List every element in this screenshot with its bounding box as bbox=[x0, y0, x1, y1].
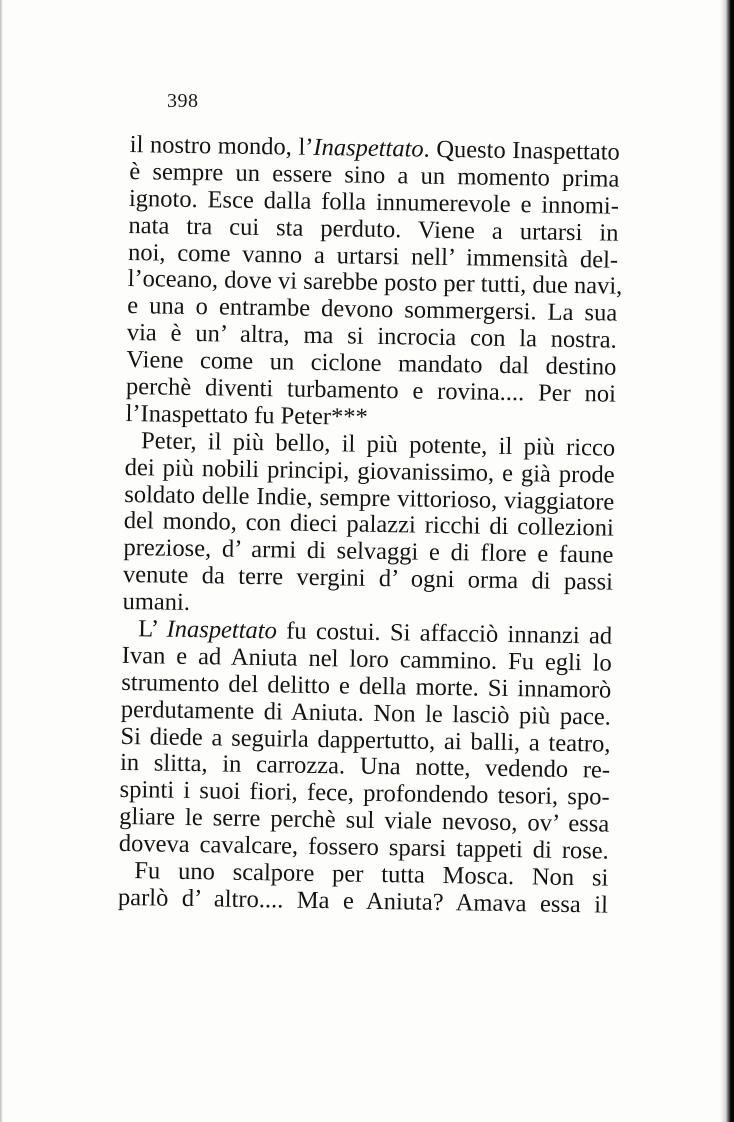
text-line bbox=[118, 885, 608, 920]
text-segment: soldato delle Indie, sempre vittorioso, viaggiatore bbox=[124, 480, 615, 516]
text-segment: è sempre un essere sino a un momento prima bbox=[129, 157, 620, 193]
page-number: 398 bbox=[167, 90, 199, 112]
text-segment: Peter, il più bello, il più potente, il più ricco bbox=[140, 427, 616, 462]
text-segment: ignoto. Esce dalla folla innumerevole e innomi- bbox=[128, 184, 620, 220]
text-segment: doveva cavalcare, fossero sparsi tappeti di rose. bbox=[118, 830, 609, 865]
text-segment: e una o entrambe devono sommergersi. La sua bbox=[127, 292, 618, 328]
text-segment: . Questo Inaspettato bbox=[423, 135, 620, 166]
text-segment: in slitta, in carrozza. Una notte, vedendo re- bbox=[119, 749, 611, 785]
text-segment: spinti i suoi fiori, fece, profondendo tesori, spo- bbox=[119, 776, 610, 811]
binding-shadow bbox=[720, 0, 734, 1122]
text-segment: venute da terre vergini d’ ogni orma di passi bbox=[122, 561, 614, 596]
text-segment: via è un’ altra, ma si incrocia con la nostra. bbox=[126, 319, 617, 354]
text-segment: preziose, d’ armi di selvaggi e di flore e faune bbox=[123, 534, 614, 570]
text-segment: parlò d’ altro.... Ma e Aniuta? Amava essa il bbox=[117, 883, 609, 919]
text-segment: strumento del delitto e della morte. Si innamorò bbox=[121, 668, 612, 704]
text-segment: L’ bbox=[137, 615, 167, 643]
text-segment: Si diede a seguirla dappertutto, ai balli, a teatro, bbox=[120, 722, 611, 758]
text-segment: perdutamente di Aniuta. Non le lasciò più pace. bbox=[120, 695, 612, 731]
text-segment: del mondo, con dieci palazzi ricchi di collezioni bbox=[123, 507, 615, 543]
text-segment: Ivan e ad Aniuta nel loro cammino. Fu egli lo bbox=[121, 641, 612, 677]
text-segment: gliare le serre perchè sul viale nevoso, ov’ essa bbox=[119, 803, 610, 838]
body-text bbox=[117, 131, 623, 919]
italic-segment: Inaspettato bbox=[166, 615, 278, 645]
text-segment: il nostro mondo, l’ bbox=[129, 131, 314, 161]
text-segment: perchè diventi turbamento e rovina.... Per noi bbox=[125, 372, 617, 408]
text-segment: nata tra cui sta perduto. Viene a urtarsi in bbox=[128, 211, 619, 247]
text-segment: umani. bbox=[122, 588, 191, 617]
text-segment: l’Inaspettato fu Peter*** bbox=[125, 399, 368, 431]
text-segment: Viene come un ciclone mandato dal destino bbox=[126, 346, 617, 381]
text-segment: fu costui. Si affacciò innanzi ad bbox=[276, 617, 613, 650]
text-segment: Fu uno scalpore per tutta Mosca. Non si bbox=[134, 857, 609, 892]
text-segment: noi, come vanno a urtarsi nell’ immensità del- bbox=[127, 238, 619, 274]
text-segment: dei più nobili principi, giovanissimo, e già prode bbox=[124, 453, 615, 489]
page-left-edge bbox=[0, 0, 3, 1122]
italic-segment: Inaspettato bbox=[313, 133, 424, 163]
text-segment: l’oceano, dove vi sarebbe posto per tutti, due navi, bbox=[127, 265, 623, 301]
